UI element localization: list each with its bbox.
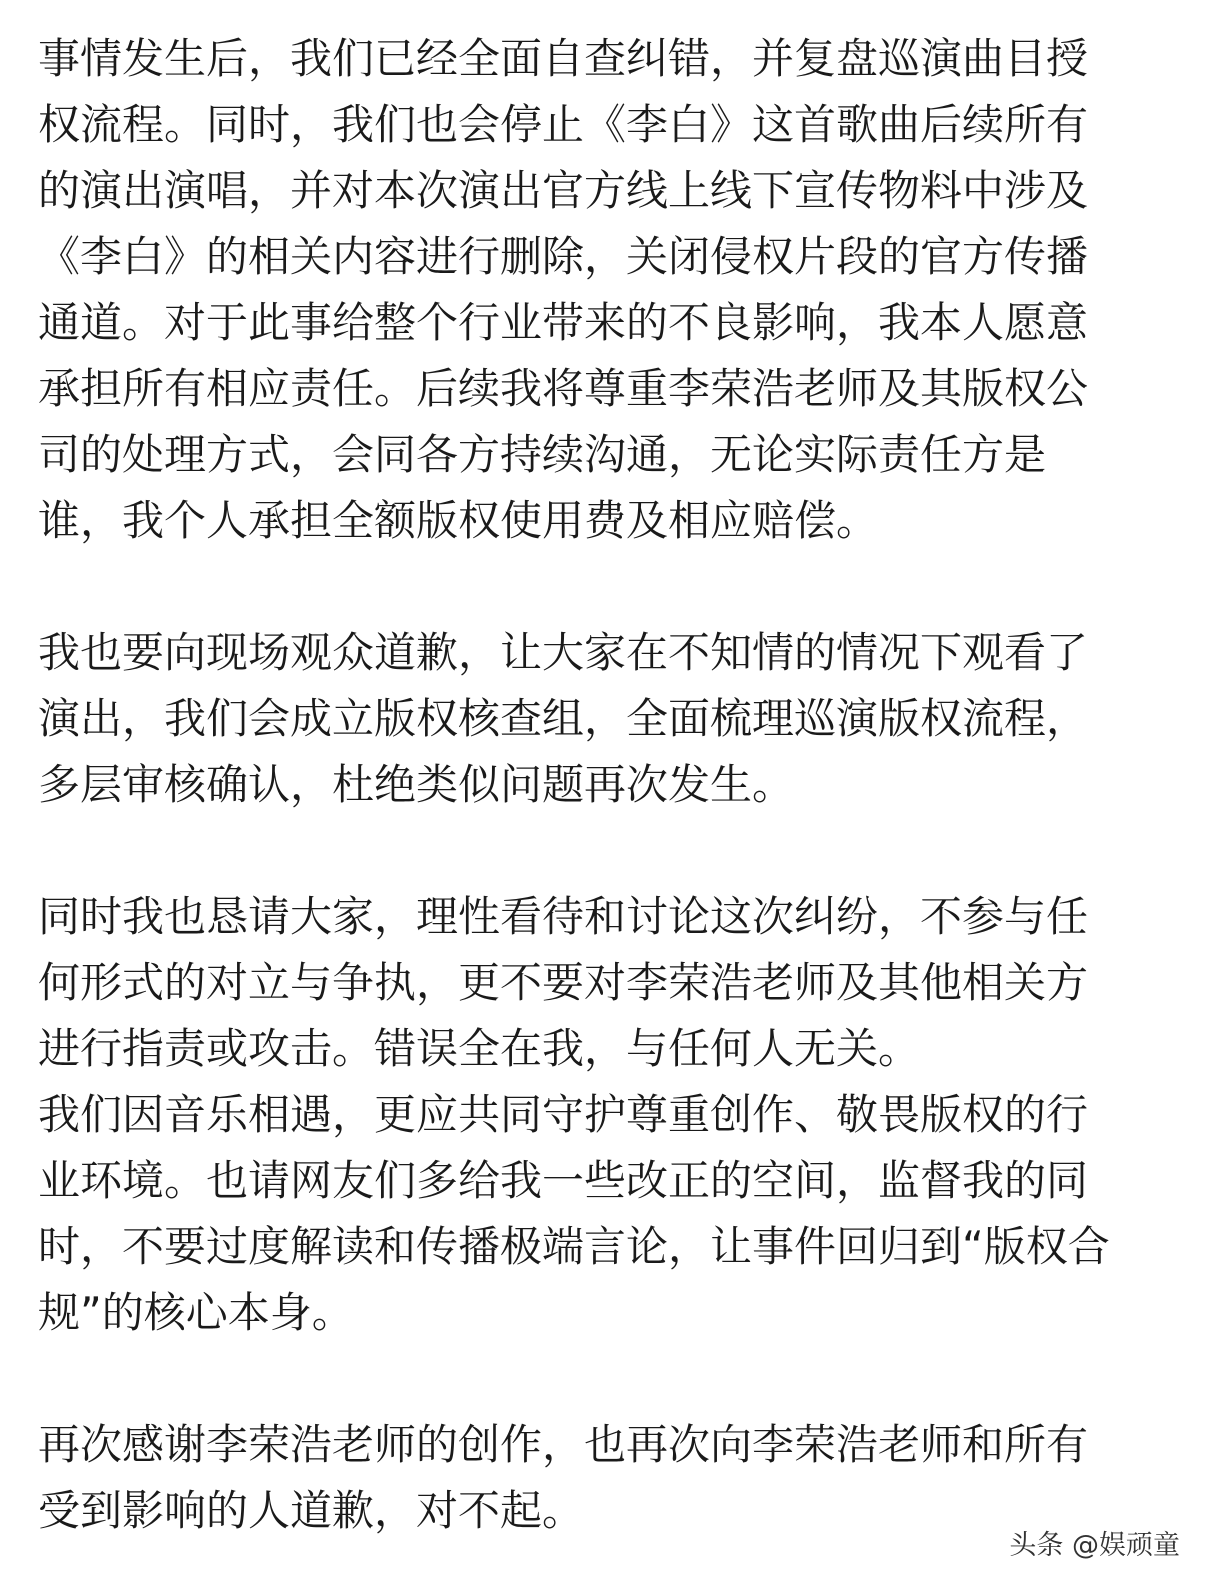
text-line: 多层审核确认，杜绝类似问题再次发生。	[38, 760, 795, 809]
text-line: 时，不要过度解读和传播极端言论，让事件回归到“版权合	[38, 1222, 1110, 1271]
text-line: 业环境。也请网友们多给我一些改正的空间，监督我的同	[38, 1156, 1089, 1205]
paragraph-gap	[38, 818, 1188, 884]
article-body	[38, 26, 1188, 1544]
paragraph-gap	[38, 1346, 1188, 1412]
text-line: 事情发生后，我们已经全面自查纠错，并复盘巡演曲目授	[38, 34, 1089, 83]
text-line: 受到影响的人道歉，对不起。	[38, 1486, 585, 1535]
text-line: 权流程。同时，我们也会停止《李白》这首歌曲后续所有	[38, 100, 1089, 149]
text-line: 司的处理方式，会同各方持续沟通，无论实际责任方是	[38, 430, 1047, 479]
text-line: 《李白》的相关内容进行删除，关闭侵权片段的官方传播	[38, 232, 1089, 281]
text-line: 演出，我们会成立版权核查组，全面梳理巡演版权流程，	[38, 694, 1089, 743]
text-line: 通道。对于此事给整个行业带来的不良影响，我本人愿意	[38, 298, 1089, 347]
text-line: 进行指责或攻击。错误全在我，与任何人无关。	[38, 1024, 921, 1073]
text-line: 同时我也恳请大家，理性看待和讨论这次纠纷，不参与任	[38, 892, 1089, 941]
text-line: 的演出演唱，并对本次演出官方线上线下宣传物料中涉及	[38, 166, 1089, 215]
text-line: 何形式的对立与争执，更不要对李荣浩老师及其他相关方	[38, 958, 1089, 1007]
text-line: 承担所有相应责任。后续我将尊重李荣浩老师及其版权公	[38, 364, 1089, 413]
text-line: 再次感谢李荣浩老师的创作，也再次向李荣浩老师和所有	[38, 1420, 1089, 1469]
text-line: 我们因音乐相遇，更应共同守护尊重创作、敬畏版权的行	[38, 1090, 1089, 1139]
text-line: 我也要向现场观众道歉，让大家在不知情的情况下观看了	[38, 628, 1089, 677]
paragraph-gap	[38, 554, 1188, 620]
text-line: 规”的核心本身。	[38, 1288, 354, 1337]
source-watermark: 头条 @娱顽童	[1009, 1530, 1180, 1561]
text-line: 谁，我个人承担全额版权使用费及相应赔偿。	[38, 496, 879, 545]
